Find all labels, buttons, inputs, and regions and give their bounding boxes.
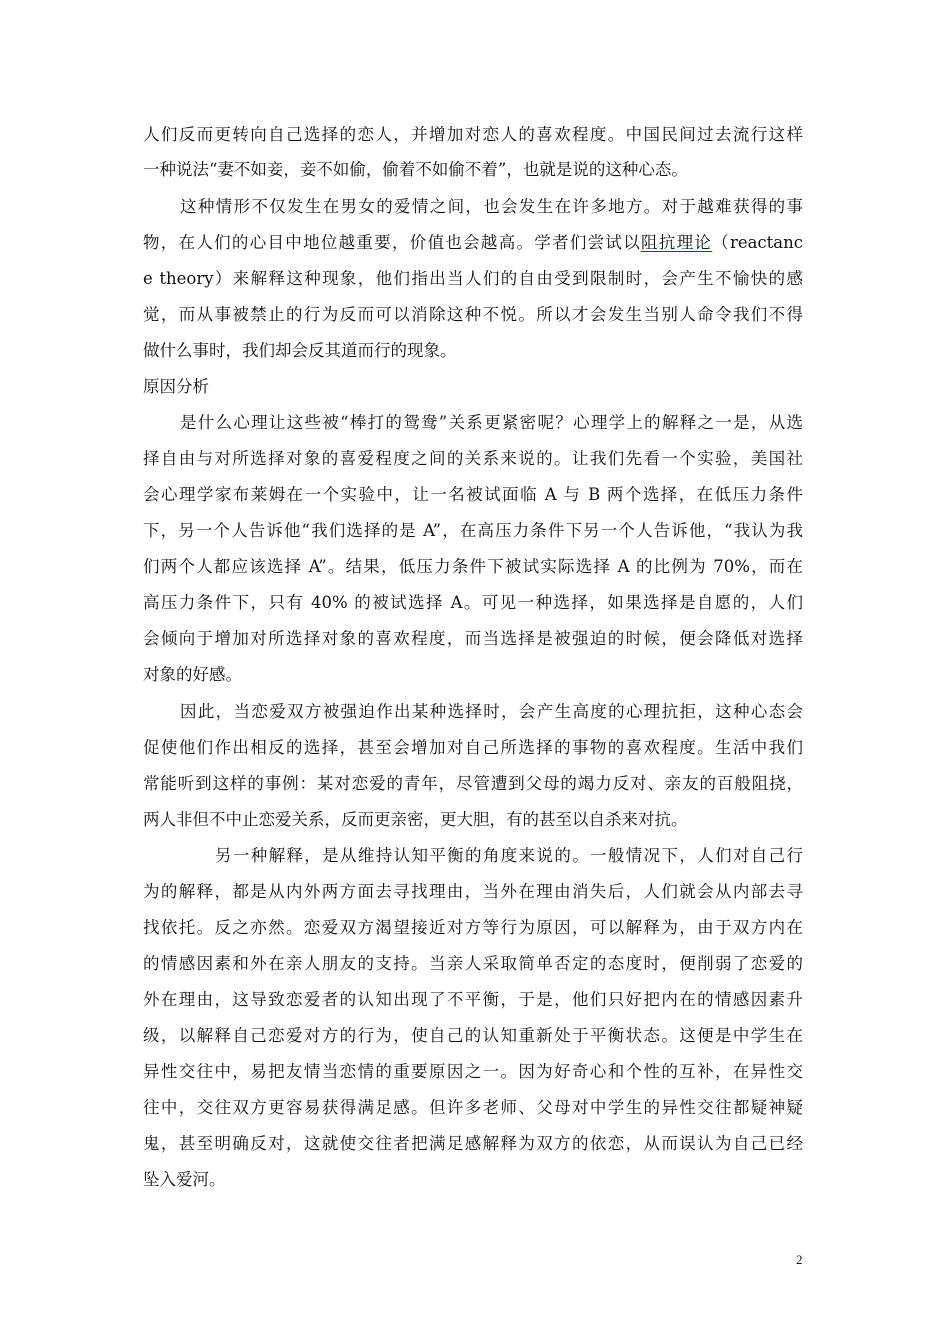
paragraph-4-line-4: 两人非但不中止恋爱关系，反而更亲密，更大胆，有的甚至以自杀来对抗。 (143, 810, 688, 829)
paragraph-2-line-1: 这种情形不仅发生在男女的爱情之间，也会发生在许多地方。对于越难获得的事 (180, 197, 803, 216)
paragraph-4-line-2: 促使他们作出相反的选择，甚至会增加对自己所选择的事物的喜欢程度。生活中我们 (143, 738, 803, 757)
paragraph-2-line-3: e theory）来解释这种现象，他们指出当人们的自由受到限制时，会产生不愉快的感 (143, 269, 803, 288)
paragraph-5-line-7: 异性交往中，易把友情当恋情的重要原因之一。因为好奇心和个性的互补，在异性交 (143, 1062, 803, 1081)
paragraph-1-line-1: 人们反而更转向自己选择的恋人，并增加对恋人的喜欢程度。中国民间过去流行这样 (143, 125, 803, 144)
section-heading: 原因分析 (143, 377, 209, 396)
paragraph-2-line-4: 觉，而从事被禁止的行为反而可以消除这种不悦。所以才会发生当别人命令我们不得 (143, 305, 803, 324)
reactance-theory-term: 阻抗理论 (641, 233, 713, 252)
paragraph-4-line-1: 因此，当恋爱双方被强迫作出某种选择时，会产生高度的心理抗拒，这种心态会 (180, 702, 803, 721)
paragraph-5-line-5: 外在理由，这导致恋爱者的认知出现了不平衡，于是，他们只好把内在的情感因素升 (143, 990, 803, 1009)
paragraph-3-line-1: 是什么心理让这些被“棒打的鸳鸯”关系更紧密呢？心理学上的解释之一是，从选 (180, 413, 803, 432)
paragraph-2-line-2a: 物，在人们的心目中地位越重要，价值也会越高。学者们尝试以 (143, 233, 641, 252)
paragraph-5-line-4: 的情感因素和外在亲人朋友的支持。当亲人采取简单否定的态度时，便削弱了恋爱的 (143, 954, 803, 973)
paragraph-3-line-4: 下，另一个人告诉他“我们选择的是 A”，在高压力条件下另一个人告诉他，“我认为我 (143, 521, 803, 540)
paragraph-3-line-7: 会倾向于增加对所选择对象的喜欢程度，而当选择是被强迫的时候，便会降低对选择 (143, 629, 803, 648)
paragraph-5-line-3: 找依托。反之亦然。恋爱双方渴望接近对方等行为原因，可以解释为，由于双方内在 (143, 918, 803, 937)
paragraph-2-line-2 (143, 232, 803, 254)
paragraph-3-line-8: 对象的好感。 (143, 665, 242, 684)
paragraph-3-line-6: 高压力条件下，只有 40% 的被试选择 A。可见一种选择，如果选择是自愿的，人们 (143, 593, 803, 612)
paragraph-3-line-5: 们两个人都应该选择 A”。结果，低压力条件下被试实际选择 A 的比例为 70%，而在 (143, 557, 803, 576)
paragraph-3-line-2: 择自由与对所选择对象的喜爱程度之间的关系来说的。让我们先看一个实验，美国社 (143, 449, 803, 468)
paragraph-2-line-5: 做什么事时，我们却会反其道而行的现象。 (143, 341, 457, 360)
paragraph-5-line-1: 另一种解释，是从维持认知平衡的角度来说的。一般情况下，人们对自己行 (215, 846, 803, 865)
paragraph-5-line-2: 为的解释，都是从内外两方面去寻找理由，当外在理由消失后，人们就会从内部去寻 (143, 882, 803, 901)
paragraph-5-line-9: 鬼，甚至明确反对，这就使交往者把满足感解释为双方的依恋，从而误认为自己已经 (143, 1134, 803, 1153)
page-number: 2 (796, 1252, 803, 1267)
paragraph-2-line-2c: （reactanc (712, 233, 804, 252)
paragraph-5-line-8: 往中，交往双方更容易获得满足感。但许多老师、父母对中学生的异性交往都疑神疑 (143, 1098, 803, 1117)
paragraph-3-line-3: 会心理学家布莱姆在一个实验中，让一名被试面临 A 与 B 两个选择，在低压力条件 (143, 485, 803, 504)
paragraph-1-line-2: 一种说法“妻不如妾，妾不如偷，偷着不如偷不着”，也就是说的这种心态。 (143, 160, 688, 179)
paragraph-4-line-3: 常能听到这样的事例：某对恋爱的青年，尽管遭到父母的竭力反对、亲友的百般阻挠， (143, 774, 803, 793)
paragraph-5-line-10: 坠入爱河。 (143, 1170, 226, 1189)
paragraph-5-line-6: 级，以解释自己恋爱对方的行为，使自己的认知重新处于平衡状态。这便是中学生在 (143, 1026, 803, 1045)
